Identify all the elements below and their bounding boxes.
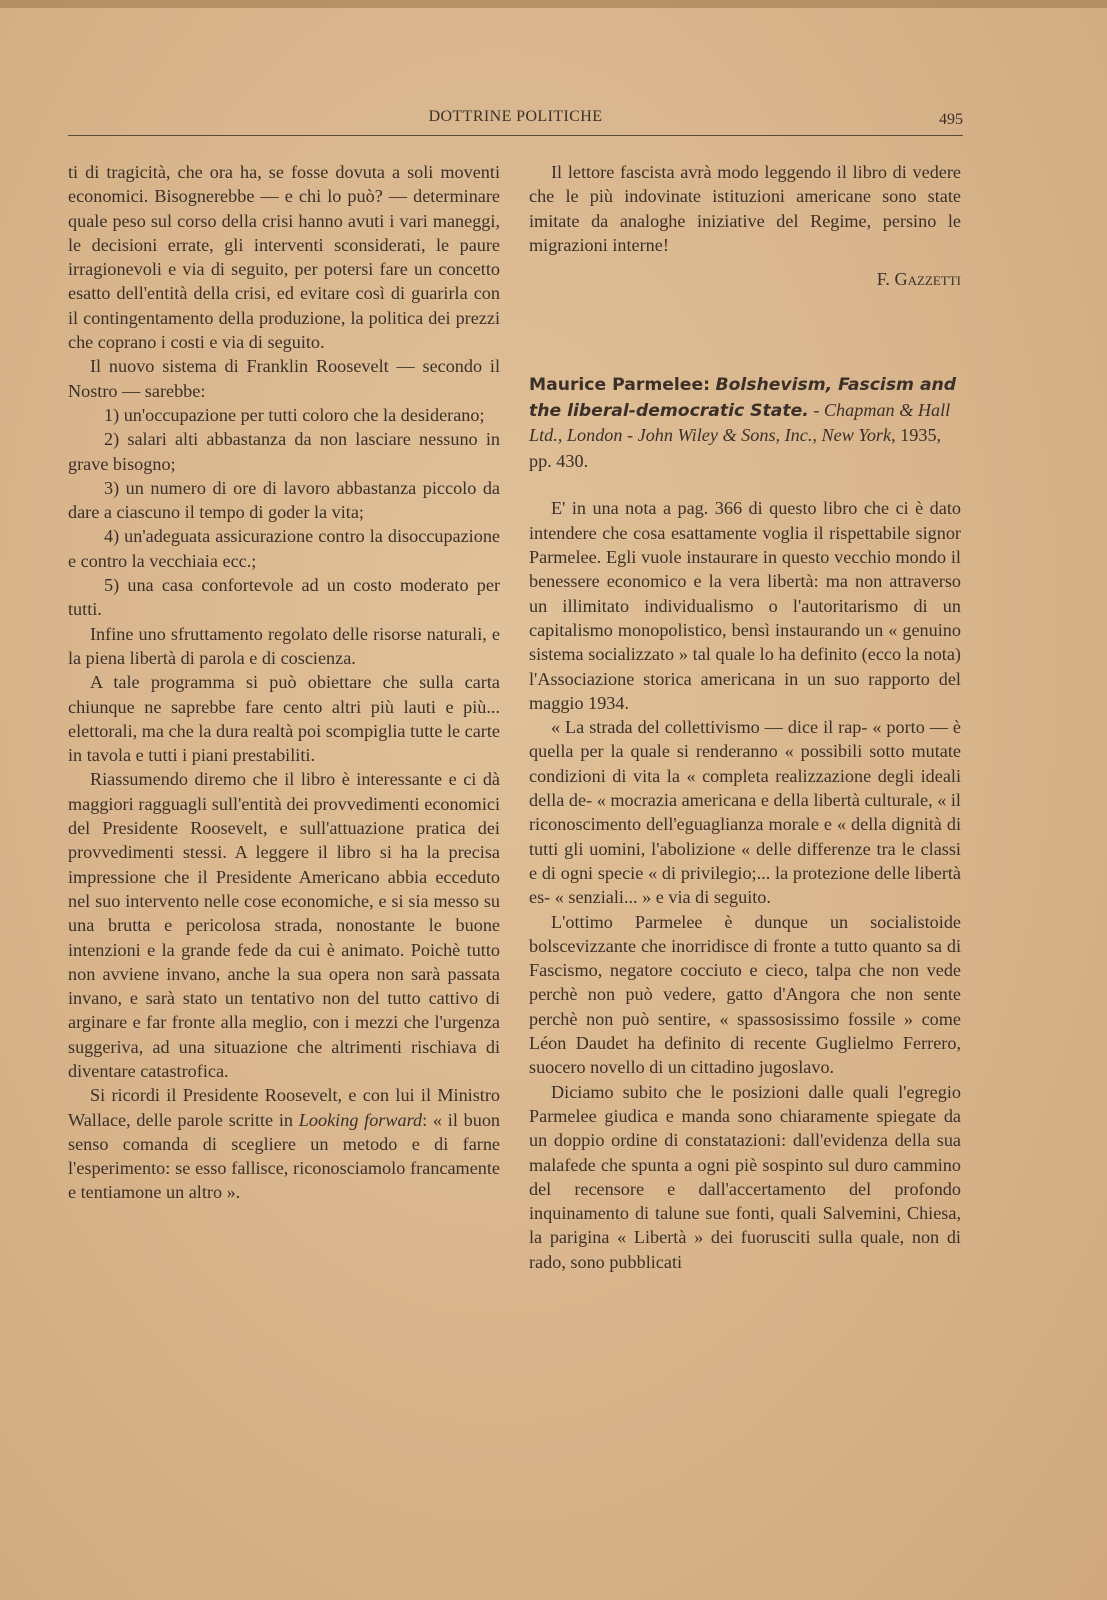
running-title: DOTTRINE POLITICHE (428, 108, 603, 125)
paragraph: L'ottimo Parmelee è dunque un socialistoide bolscevizzante che inorridisce di fronte a tutto quanto sa di Fascismo, negatore cocciuto e cieco, talpa che non vede perchè non può vedere, gatto d'Angora che non sente perchè non può sentire, « spassosissimo fossile » come Léon Daudet ha definito di recente Guglielmo Ferrero, suocero novello di un cittadino jugoslavo. (529, 911, 961, 1078)
text-run: : « il buon senso comanda di scegliere un metodo e di farne l'esperimento: se esso fallisce, riconosciamolo francamente e tentiamone un altro ». (68, 1109, 501, 1203)
list-item: 3) un numero di ore di lavoro abbastanza piccolo da dare a ciascuno il tempo di goder la vita; (68, 477, 500, 523)
right-column (529, 160, 961, 1274)
list-item: 1) un'occupazione per tutti coloro che la desiderano; (104, 404, 485, 425)
page-number: 495 (939, 111, 963, 128)
left-column (68, 160, 500, 1205)
paragraph: Infine uno sfruttamento regolato delle risorse naturali, e la piena libertà di parola e di coscienza. (68, 623, 500, 668)
paragraph: Il lettore fascista avrà modo leggendo il libro di vedere che le più indovinate istituzioni americane sono state imitate da analoghe iniziative del Regime, persino le migrazioni interne! (529, 162, 961, 255)
cited-title: Looking forward (298, 1109, 423, 1130)
paragraph: A tale programma si può obiettare che sulla carta chiunque ne saprebbe fare cento altri più lauti e più... elettorali, ma che la dura realtà poi scompiglia tutte le carte in tavola e tutti i piani prestabiliti. (68, 672, 500, 766)
paragraph (68, 1083, 500, 1204)
header-rule (68, 135, 963, 136)
book-separator: - (808, 399, 824, 420)
book-title: Bolshevism, Fascism and the liberal-democratic State. (529, 375, 957, 421)
list-item: 4) un'adeguata assicurazione contro la disoccupazione e contro la vecchiaia ecc.; (68, 526, 500, 571)
book-heading (529, 373, 961, 474)
running-header (68, 104, 963, 136)
book-author: Maurice Parmelee: (529, 375, 710, 396)
paragraph: « La strada del collettivismo — dice il rap- « porto — è quella per la quale si renderanno « possibili sotto mutate condizioni di vita la « completa realizzazione degli ideali della de- « mocrazia americana e della libertà culturale, « il riconoscimento dell'eguaglianza morale e « della dignità di tutti gli uomini, l'abolizione « delle differenze tra le classi e di ogni specie « di privilegio;... la protezione delle libertà es- « senziali... » e via di seguito. (529, 717, 961, 908)
paragraph: Il nuovo sistema di Franklin Roosevelt — secondo il Nostro — sarebbe: (68, 356, 500, 401)
paragraph: E' in una nota a pag. 366 di questo libro che ci è dato intendere che cosa esattamente voglia il rispettabile signor Parmelee. Egli vuole instaurare in questo vecchio mondo il benessere economico e la vera libertà: ma non attraverso un illimitato individualismo o l'autoritarismo di un capitalismo monopolistico, bensì instaurando un « genuino sistema socializzato » tal quale lo ha definito (ecco la nota) l'Associazione storica americana in un suo rapporto del maggio 1934. (529, 498, 961, 713)
paragraph: Diciamo subito che le posizioni dalle quali l'egregio Parmelee giudica e manda sono chiaramente spiegate da un doppio ordine di constatazioni: dall'evidenza della sua malafede che spunta a ogni piè sospinto sul duro cammino del recensore e dall'accertamento del profondo inquinamento di talune sue fonti, quali Salvemini, Chiesa, la parigina « Libertà » dei fuorusciti sulla quale, non di rado, sono pubblicati (529, 1081, 961, 1272)
spacer (529, 474, 961, 496)
book-publisher: Chapman & Hall Ltd., London - John Wiley & Sons, Inc., New York (529, 399, 951, 446)
list-item: 5) una casa confortevole ad un costo moderato per tutti. (68, 575, 500, 620)
paragraph: ti di tragicità, che ora ha, se fosse dovuta a soli moventi economici. Bisognerebbe — e chi lo può? — determinare quale peso sul corso della crisi hanno avuti i vari maneggi, le decisioni errate, gli interventi sconsiderati, le paure irragionevoli e via di seguito, per potersi fare un concetto esatto dell'entità della crisi, ed evitare così di guarirla con il contingentamento della produzione, la politica dei prezzi che coprano i costi e via di seguito. (68, 162, 500, 353)
paragraph: Riassumendo diremo che il libro è interessante e ci dà maggiori ragguagli sull'entità dei provvedimenti economici del Presidente Roosevelt, e sull'attuazione pratica dei provvedimenti stessi. A leggere il libro si ha la precisa impressione che il Presidente Americano abbia ecceduto nel suo intervento nelle cose economiche, e si sia messo su una brutta e pericolosa strada, nonostante le buone intenzioni e la grande fede da cui è animato. Poichè tutto non avviene invano, anche la sua opera non sarà passata invano, e sarà stato un tentativo non del tutto cattivo di arginare e far fronte alla meglio, con i mezzi che l'urgenza suggeriva, ad una situazione che altrimenti rischiava di diventare catastrofica. (68, 769, 500, 1081)
book-year-pages: , 1935, pp. 430. (529, 425, 942, 471)
page-edge-shadow (0, 0, 1107, 8)
list-item: 2) salari alti abbastanza da non lasciare nessuno in grave bisogno; (68, 429, 500, 474)
reviewer-signature: F. Gazzetti (876, 269, 961, 290)
text-run: Si ricordi il Presidente Roosevelt, e con lui il Ministro Wallace, delle parole scritte in (68, 1085, 500, 1130)
